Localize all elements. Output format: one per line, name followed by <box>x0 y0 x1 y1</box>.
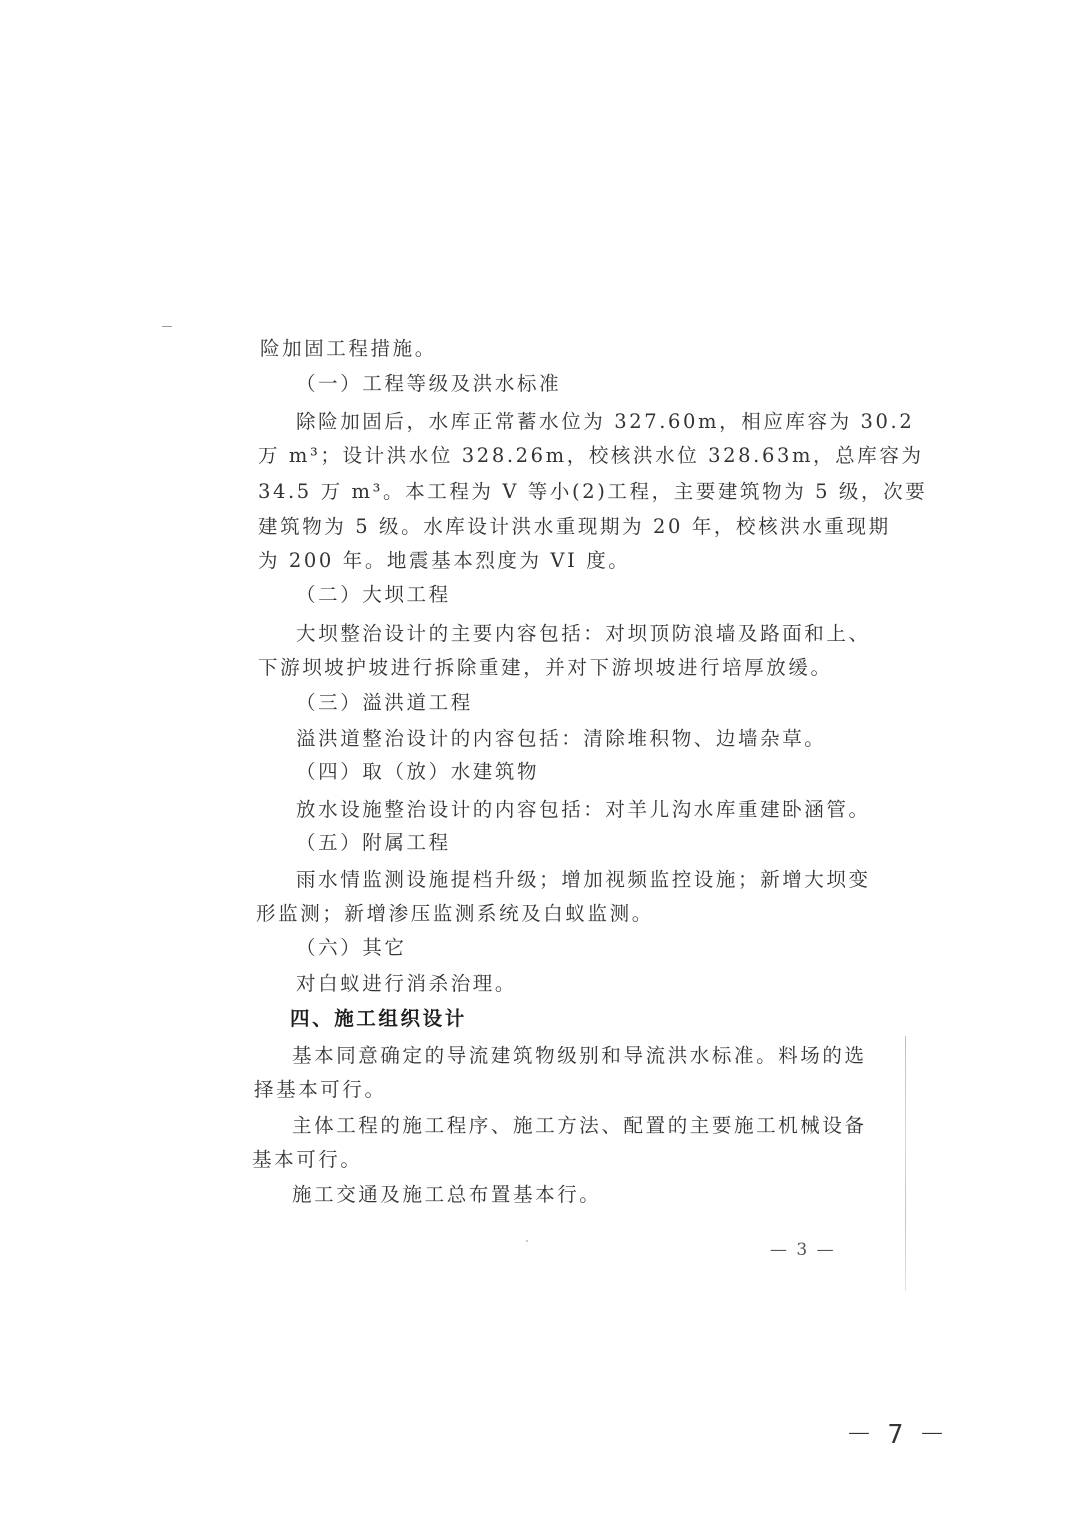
text-line: 对白蚁进行消杀治理。 <box>296 972 518 995</box>
scan-edge-line <box>905 1036 906 1291</box>
scan-artifact-mark <box>162 326 172 327</box>
section-heading: （三）溢洪道工程 <box>296 691 473 714</box>
text-line: 溢洪道整治设计的内容包括：清除堆积物、边墙杂草。 <box>296 727 827 750</box>
text-line: 除险加固后，水库正常蓄水位为 327.60m，相应库容为 30.2 <box>296 410 915 433</box>
page-number: － 7 － <box>846 1420 945 1450</box>
section-heading: （六）其它 <box>296 936 407 959</box>
text-line: 基本同意确定的导流建筑物级别和导流洪水标准。料场的选 <box>292 1044 867 1067</box>
section-heading: （四）取（放）水建筑物 <box>296 760 540 783</box>
text-line: 34.5 万 m³。本工程为 V 等小(2)工程，主要建筑物为 5 级，次要 <box>258 480 928 503</box>
text-line: 择基本可行。 <box>254 1078 387 1101</box>
section-heading: （五）附属工程 <box>296 831 451 854</box>
text-line: 下游坝坡护坡进行拆除重建，并对下游坝坡进行培厚放缓。 <box>258 656 833 679</box>
section-heading: （二）大坝工程 <box>296 583 451 606</box>
text-line: 雨水情监测设施提档升级；增加视频监控设施；新增大坝变 <box>296 868 871 891</box>
text-line: 施工交通及施工总布置基本行。 <box>292 1183 602 1206</box>
text-line: 放水设施整治设计的内容包括：对羊儿沟水库重建卧涵管。 <box>296 798 871 821</box>
text-line: 基本可行。 <box>252 1148 363 1171</box>
text-line: 建筑物为 5 级。水库设计洪水重现期为 20 年，校核洪水重现期 <box>258 515 891 538</box>
text-line: 大坝整治设计的主要内容包括：对坝顶防浪墙及路面和上、 <box>296 622 871 645</box>
scan-artifact-dot <box>526 1240 528 1242</box>
text-line: 万 m³；设计洪水位 328.26m，校核洪水位 328.63m，总库容为 <box>258 444 924 467</box>
chapter-heading: 四、施工组织设计 <box>290 1007 467 1030</box>
text-line: 为 200 年。地震基本烈度为 VI 度。 <box>258 549 631 572</box>
text-line: 形监测；新增渗压监测系统及白蚁监测。 <box>256 902 654 925</box>
section-heading: （一）工程等级及洪水标准 <box>296 372 562 395</box>
text-line: 主体工程的施工程序、施工方法、配置的主要施工机械设备 <box>292 1114 867 1137</box>
inner-page-number: — 3 — <box>770 1240 836 1260</box>
text-line: 险加固工程措施。 <box>260 337 437 360</box>
